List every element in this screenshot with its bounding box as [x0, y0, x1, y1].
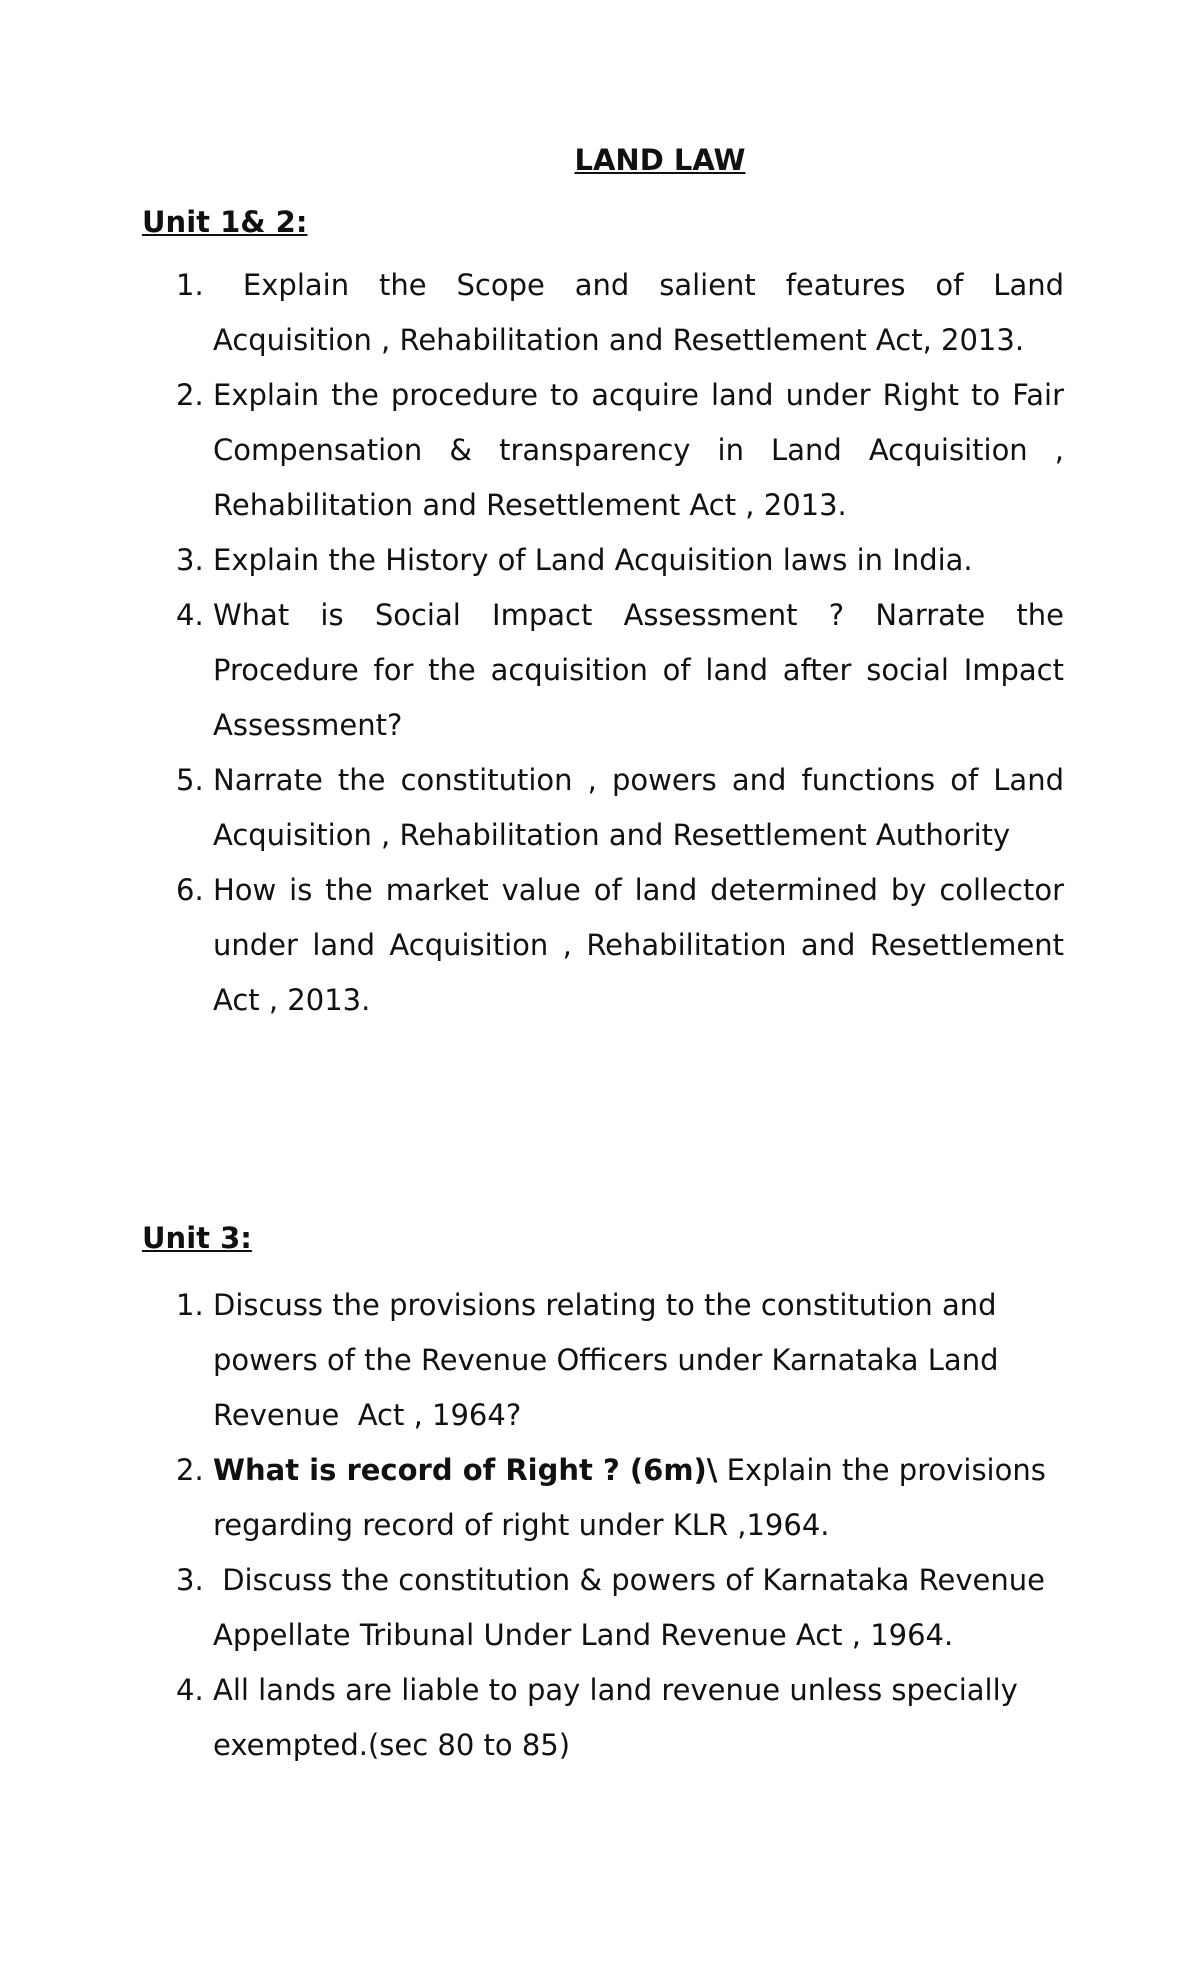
question-number: 4. — [176, 598, 204, 632]
question-number: 2. — [176, 378, 204, 412]
question-number: 3. — [176, 1563, 204, 1597]
question-item — [142, 863, 1064, 1028]
question-text: Discuss the provisions relating to the constitution and powers of the Revenue Officers under Karnataka Land Revenue Act , 1964? — [213, 1288, 1008, 1432]
question-text: How is the market value of land determined by collector under land Acquisition , Rehabilitation and Resettlement Act , 2013. — [213, 873, 1064, 1017]
question-text: Explain the History of Land Acquisition laws in India. — [213, 543, 973, 577]
question-item — [142, 533, 1064, 588]
question-text: All lands are liable to pay land revenue unless specially exempted.(sec 80 to 85) — [213, 1673, 1018, 1762]
question-item — [142, 1278, 1064, 1443]
question-text-rest: Explain the provisions regarding record of right under KLR ,1964. — [213, 1453, 1046, 1542]
question-number: 5. — [176, 763, 204, 797]
unit-1-2-question-list — [142, 258, 1074, 1028]
question-item — [142, 1553, 1064, 1663]
question-text — [213, 1443, 1064, 1553]
question-item — [142, 753, 1064, 863]
question-text: Discuss the constitution & powers of Karnataka Revenue Appellate Tribunal Under Land Revenue Act , 1964. — [213, 1563, 1055, 1652]
question-item — [142, 1443, 1064, 1553]
question-text: Explain the procedure to acquire land under Right to Fair Compensation & transparency in Land Acquisition , Rehabilitation and Resettlement Act , 2013. — [213, 378, 1064, 522]
question-bold-lead: What is record of Right ? (6m)\ — [213, 1453, 718, 1487]
question-item — [142, 368, 1064, 533]
question-item — [142, 1663, 1064, 1773]
question-item — [142, 588, 1064, 753]
question-text: What is Social Impact Assessment ? Narrate the Procedure for the acquisition of land after social Impact Assessment? — [213, 598, 1064, 742]
unit-1-2-heading: Unit 1& 2: — [142, 205, 308, 239]
question-item — [142, 258, 1074, 368]
question-number: 4. — [176, 1673, 204, 1707]
question-number: 3. — [176, 543, 204, 577]
question-number: 1. — [176, 1288, 204, 1322]
unit-3-heading: Unit 3: — [142, 1221, 252, 1255]
document-title: LAND LAW — [574, 143, 746, 177]
question-number: 1. — [176, 268, 204, 302]
question-text: Explain the Scope and salient features of Land Acquisition , Rehabilitation and Resettlement Act, 2013. — [213, 268, 1074, 357]
question-text: Narrate the constitution , powers and functions of Land Acquisition , Rehabilitation and Resettlement Authority — [213, 763, 1064, 852]
question-number: 2. — [176, 1453, 204, 1487]
question-number: 6. — [176, 873, 204, 907]
unit-3-question-list — [142, 1278, 1064, 1773]
